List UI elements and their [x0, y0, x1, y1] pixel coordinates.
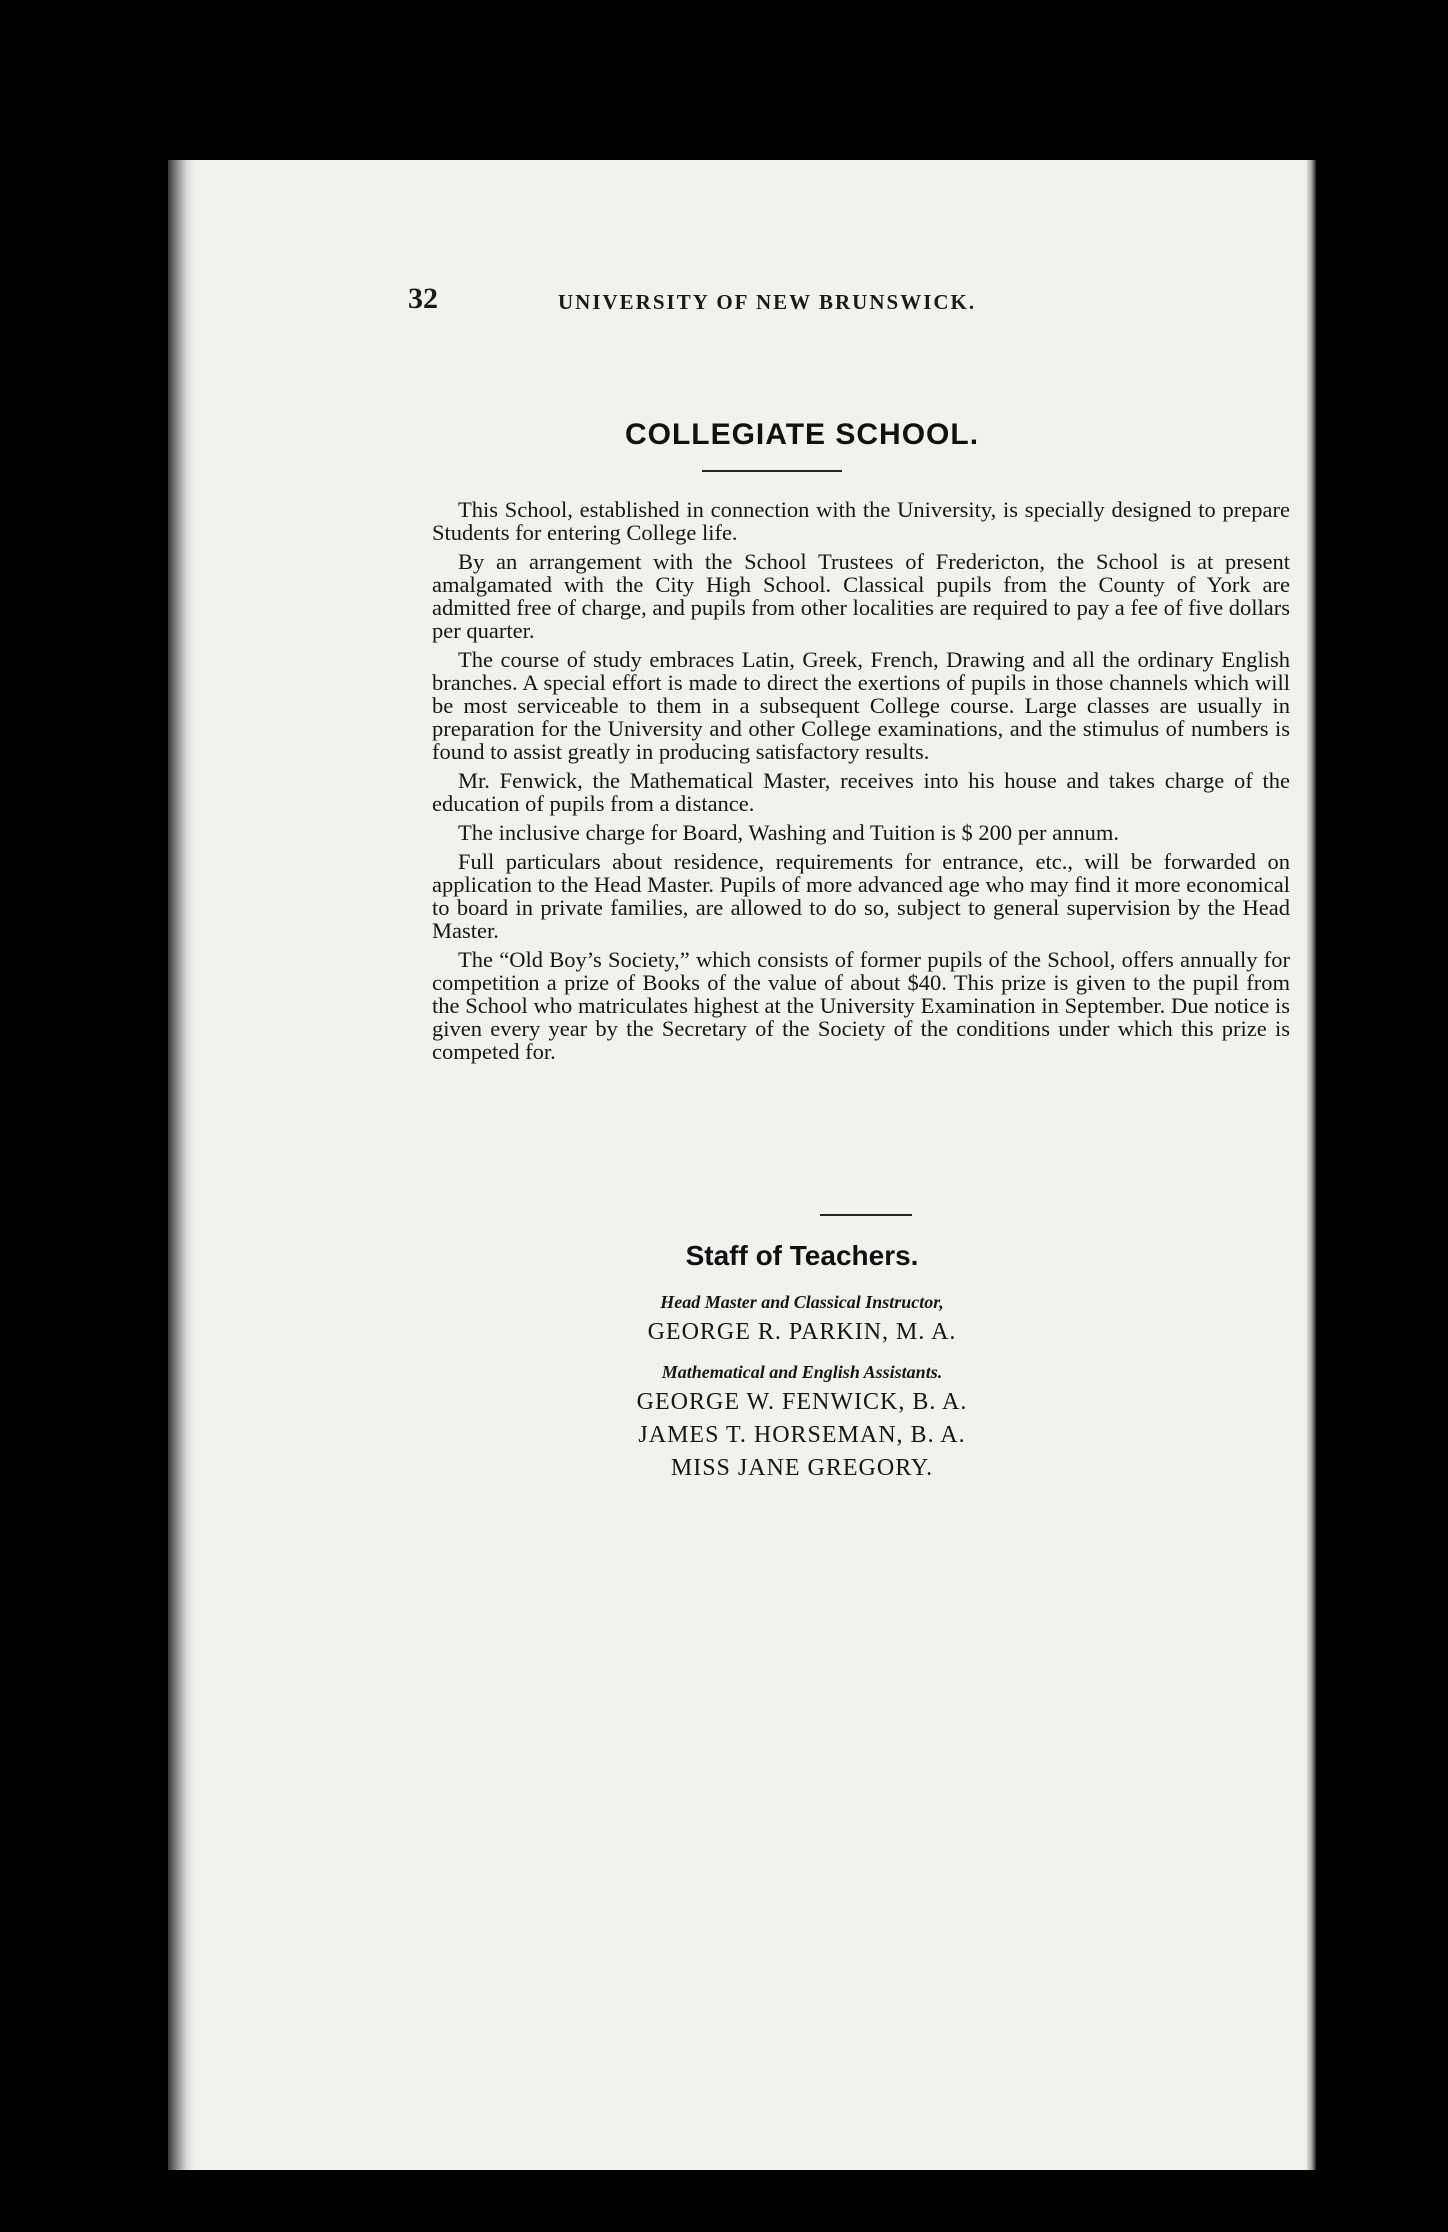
running-head — [408, 282, 1208, 322]
book-spine-shadow — [168, 160, 194, 2170]
head-master-role: Head Master and Classical Instructor, — [660, 1292, 944, 1312]
paragraph-particulars: Full particulars about residence, requirements for entrance, etc., will be forwarded on application to the Head Master. Pupils of more advanced age who may find it more economical to board in private families, are allowed to do so, subject to general supervision by the Head Master. — [432, 849, 1290, 943]
staff-list — [168, 1292, 1316, 1488]
paragraph-charges: The inclusive charge for Board, Washing and Tuition is $ 200 per annum. — [458, 820, 1120, 845]
assistant-name: GEORGE W. FENWICK, B. A. — [636, 1389, 968, 1415]
running-title: UNIVERSITY OF NEW BRUNSWICK. — [558, 290, 977, 314]
body-text — [432, 498, 1290, 1069]
page-number: 32 — [408, 282, 438, 315]
assistants-role: Mathematical and English Assistants. — [661, 1362, 943, 1382]
staff-heading: Staff of Teachers. — [685, 1240, 919, 1271]
assistant-name: JAMES T. HORSEMAN, B. A. — [638, 1422, 966, 1448]
section-divider — [820, 1214, 912, 1216]
paragraph-old-boys-society: The “Old Boy’s Society,” which consists of former pupils of the School, offers annually for competition a prize of Books of the value of about $40. This prize is given to the pupil from the School who matriculates highest at the University Examination in September. Due notice is given every year by the Secretary of the Society of the conditions under which this prize is competed for. — [432, 947, 1290, 1064]
paragraph-arrangement: By an arrangement with the School Trustees of Fredericton, the School is at present amalgamated with the City High School. Classical pupils from the County of York are admitted free of charge, and pupils from other localities are required to pay a fee of five dollars per quarter. — [432, 549, 1290, 643]
section-title: COLLEGIATE SCHOOL. — [624, 418, 980, 451]
paragraph-establishment: This School, established in connection with the University, is specially designed to prepare Students for entering College life. — [432, 497, 1290, 545]
assistant-name: MISS JANE GREGORY. — [670, 1455, 934, 1481]
head-master-name: GEORGE R. PARKIN, M. A. — [647, 1319, 957, 1345]
book-page — [168, 160, 1316, 2170]
title-rule — [702, 470, 842, 472]
paragraph-mathematical-master: Mr. Fenwick, the Mathematical Master, receives into his house and takes charge of the education of pupils from a distance. — [432, 768, 1290, 816]
page-edge-shadow — [1306, 160, 1316, 2170]
paragraph-course-of-study: The course of study embraces Latin, Greek, French, Drawing and all the ordinary English branches. A special effort is made to direct the exertions of pupils in those channels which will be most serviceable to them in a subsequent College course. Large classes are usually in preparation for the University and other College examinations, and the stimulus of numbers is found to assist greatly in producing satisfactory results. — [432, 647, 1290, 764]
